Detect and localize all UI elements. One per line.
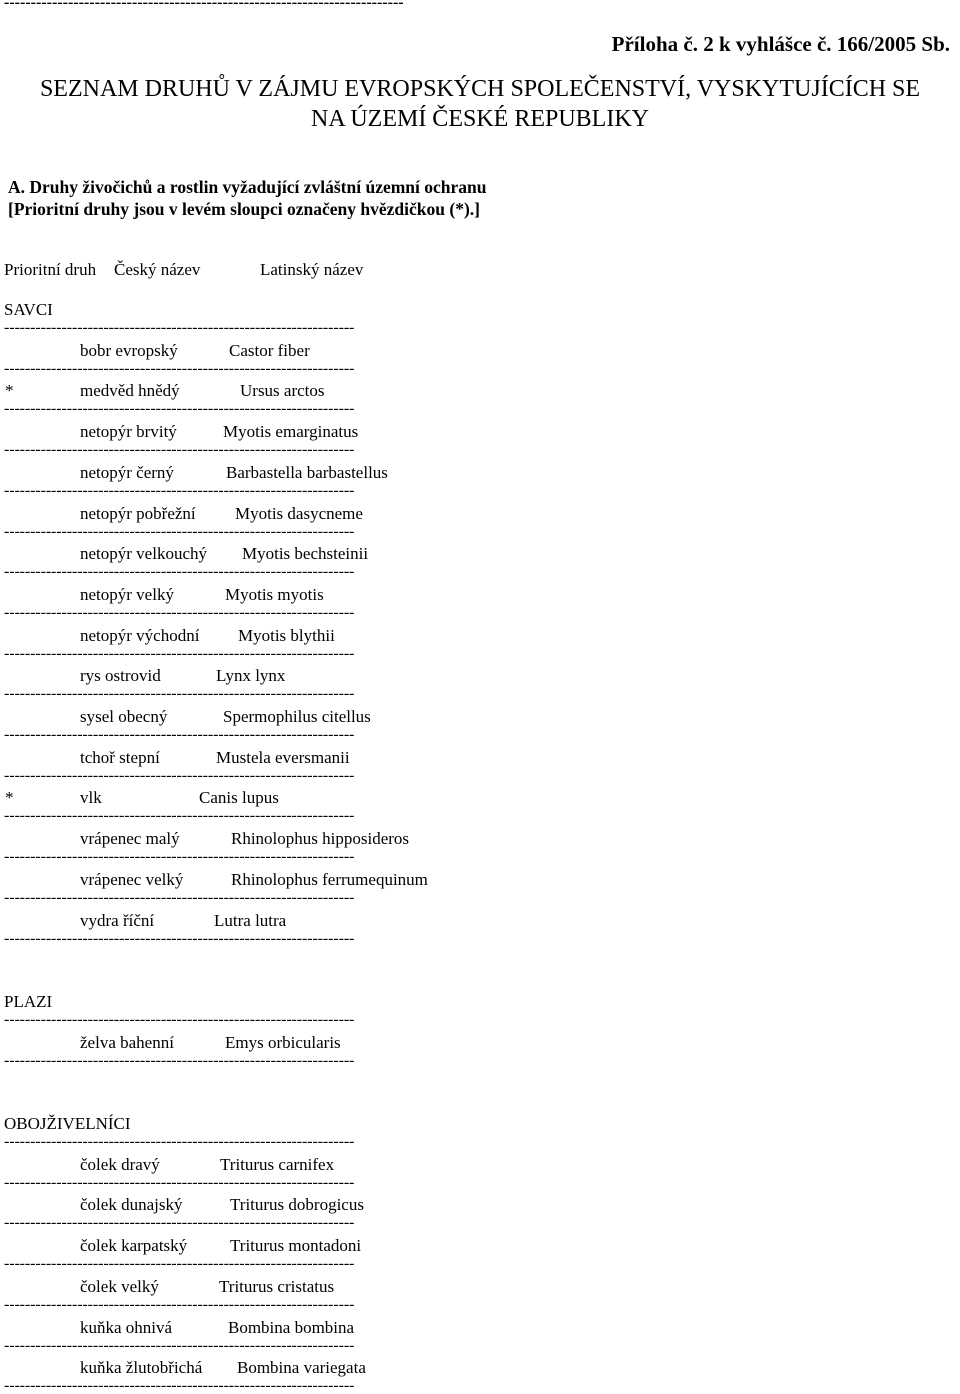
row-separator: ------------------------------------------------------------------- <box>4 726 355 743</box>
latin-name: Myotis blythii <box>238 625 335 645</box>
row-separator: ------------------------------------------------------------------- <box>4 1051 355 1069</box>
czech-name: čolek velký <box>80 1276 159 1296</box>
row-separator: ------------------------------------------------------------------- <box>4 848 355 866</box>
czech-name: netopýr pobřežní <box>80 503 196 523</box>
latin-name: Triturus carnifex <box>220 1154 335 1174</box>
row-separator: ------------------------------------------------------------------- <box>4 644 355 662</box>
czech-name: rys ostrovid <box>80 666 161 686</box>
czech-name: netopýr velký <box>80 584 174 604</box>
czech-name: bobr evropský <box>80 340 178 360</box>
czech-name: kuňka žlutobřichá <box>80 1358 203 1378</box>
czech-name: netopýr východní <box>80 625 200 645</box>
czech-name: čolek dunajský <box>80 1195 183 1215</box>
latin-name: Spermophilus citellus <box>223 707 371 726</box>
section-heading: OBOJŽIVELNÍCI <box>4 1114 131 1133</box>
row-separator: ------------------------------------------------------------------- <box>4 441 355 459</box>
row-separator: ------------------------------------------------------------------- <box>4 1336 355 1354</box>
row-separator: ------------------------------------------------------------------- <box>4 1173 355 1191</box>
latin-name: Bombina variegata <box>237 1358 366 1378</box>
latin-name: Myotis dasycneme <box>235 503 363 523</box>
latin-name: Barbastella barbastellus <box>226 462 388 482</box>
row-separator: ------------------------------------------------------------------- <box>4 1295 355 1313</box>
czech-name: netopýr černý <box>80 462 174 482</box>
latin-name: Myotis myotis <box>225 584 324 604</box>
latin-name: Triturus dobrogicus <box>230 1195 364 1215</box>
document-title-line-2: NA ÚZEMÍ ČESKÉ REPUBLIKY <box>310 106 649 132</box>
row-separator: ------------------------------------------------------------------- <box>4 400 355 418</box>
row-separator: ------------------------------------------------------------------- <box>4 603 355 621</box>
priority-marker: * <box>5 381 14 401</box>
latin-name: Lynx lynx <box>216 666 286 686</box>
section-heading: SAVCI <box>4 300 53 319</box>
czech-name: sysel obecný <box>80 707 168 726</box>
row-separator: ------------------------------------------------------------------- <box>4 1011 355 1028</box>
czech-name: čolek karpatský <box>80 1236 188 1256</box>
row-separator: ------------------------------------------------------------------- <box>4 929 355 947</box>
czech-name: vrápenec malý <box>80 829 180 849</box>
row-separator: ------------------------------------------------------------------- <box>4 522 355 540</box>
row-separator: ------------------------------------------------------------------- <box>4 1255 355 1273</box>
row-separator: ------------------------------------------------------------------- <box>4 1133 355 1150</box>
row-separator: ------------------------------------------------------------------- <box>4 359 355 377</box>
header-priority: Prioritní druh <box>4 260 97 279</box>
latin-name: Bombina bombina <box>228 1317 355 1337</box>
subtitle-line-2: [Prioritní druhy jsou v levém sloupci označeny hvězdičkou (*).] <box>8 199 480 219</box>
latin-name: Rhinolophus ferrumequinum <box>231 869 428 889</box>
latin-name: Rhinolophus hipposideros <box>231 829 410 849</box>
czech-name: netopýr brvitý <box>80 422 177 442</box>
latin-name: Triturus cristatus <box>219 1276 335 1296</box>
header-latin-name: Latinský název <box>260 260 364 279</box>
row-separator: ------------------------------------------------------------------- <box>4 319 355 336</box>
row-separator: ------------------------------------------------------------------- <box>4 685 355 703</box>
annex-reference: Příloha č. 2 k vyhlášce č. 166/2005 Sb. <box>611 32 950 56</box>
row-separator: ------------------------------------------------------------------- <box>4 481 355 499</box>
czech-name: vrápenec velký <box>80 869 184 889</box>
latin-name: Myotis bechsteinii <box>242 544 369 564</box>
top-rule: --------------------------------------------------------------------------- <box>4 0 404 11</box>
latin-name: Emys orbicularis <box>225 1032 341 1052</box>
row-separator: ------------------------------------------------------------------- <box>4 807 355 825</box>
czech-name: želva bahenní <box>80 1032 174 1052</box>
latin-name: Lutra lutra <box>214 910 287 930</box>
header-czech-name: Český název <box>114 260 201 279</box>
czech-name: tchoř stepní <box>80 747 160 767</box>
czech-name: čolek dravý <box>80 1154 160 1174</box>
document-title-line-1: SEZNAM DRUHŮ V ZÁJMU EVROPSKÝCH SPOLEČENSTVÍ, VYSKYTUJÍCÍCH SE <box>39 76 921 102</box>
czech-name: vlk <box>80 788 102 808</box>
czech-name: kuňka ohnivá <box>80 1317 173 1337</box>
row-separator: ------------------------------------------------------------------- <box>4 563 355 581</box>
latin-name: Triturus montadoni <box>230 1236 362 1256</box>
latin-name: Castor fiber <box>229 340 310 360</box>
latin-name: Canis lupus <box>199 788 279 808</box>
subtitle-line-1: A. Druhy živočichů a rostlin vyžadující zvláštní územní ochranu <box>8 177 487 197</box>
priority-marker: * <box>5 788 14 808</box>
row-separator: ------------------------------------------------------------------- <box>4 766 355 784</box>
czech-name: netopýr velkouchý <box>80 544 207 564</box>
latin-name: Mustela eversmanii <box>216 747 350 767</box>
czech-name: medvěd hnědý <box>80 381 180 401</box>
latin-name: Ursus arctos <box>240 381 325 401</box>
section-heading: PLAZI <box>4 992 53 1011</box>
latin-name: Myotis emarginatus <box>223 422 359 442</box>
czech-name: vydra říční <box>80 910 155 930</box>
row-separator: ------------------------------------------------------------------- <box>4 888 355 906</box>
row-separator: ------------------------------------------------------------------- <box>4 1377 355 1394</box>
row-separator: ------------------------------------------------------------------- <box>4 1214 355 1232</box>
